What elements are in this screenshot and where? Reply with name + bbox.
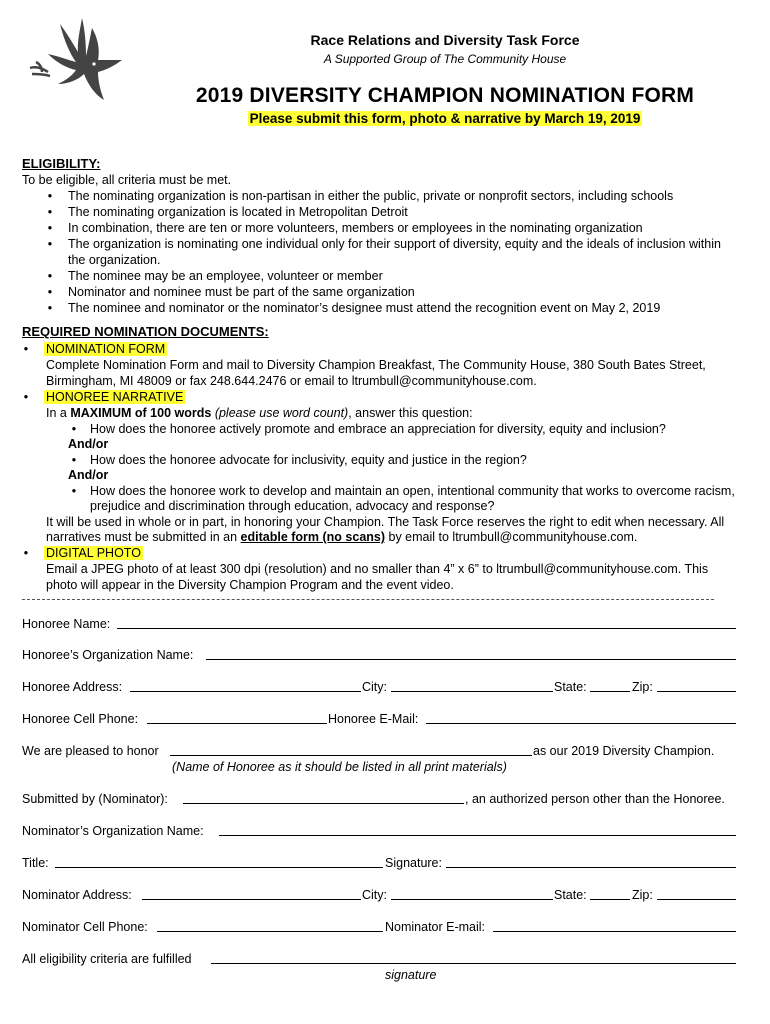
name-note: (Name of Honoree as it should be listed in all print materials) (172, 760, 507, 774)
submitted-by-label: Submitted by (Nominator): (22, 792, 168, 806)
bullet: • (47, 221, 53, 235)
nomination-form-label (44, 342, 167, 356)
champion-text: as our 2019 Diversity Champion. (533, 744, 715, 758)
pleased-to-honor-label: We are pleased to honor (22, 744, 159, 758)
bullet: • (71, 484, 77, 498)
narrative-intro-text: In a (46, 406, 71, 420)
honoree-name-field[interactable] (117, 627, 736, 629)
bullet: • (23, 546, 29, 560)
narrative-usage (46, 530, 637, 544)
honoree-address-field[interactable] (130, 690, 361, 692)
nominator-zip-field[interactable] (657, 898, 736, 900)
bullet: • (23, 342, 29, 356)
narrative-question: How does the honoree actively promote and embrace an appreciation for diversity, equity and inclusion? (90, 422, 666, 436)
bullet: • (71, 453, 77, 467)
bullet: • (47, 285, 53, 299)
narrative-usage: It will be used in whole or in part, in honoring your Champion. The Task Force reserves the right to edit when necessary. All (46, 515, 725, 529)
narrative-word-limit: MAXIMUM of 100 words (70, 406, 212, 420)
nominator-address-label: Nominator Address: (22, 888, 132, 902)
nominator-state-field[interactable] (590, 898, 630, 900)
honoree-zip-label: Zip: (632, 680, 653, 694)
honoree-state-label: State: (554, 680, 587, 694)
eligibility-item: The nominee may be an employee, volunteer or member (68, 269, 383, 283)
organization-name: Race Relations and Diversity Task Force (310, 32, 580, 48)
cut-line (22, 599, 714, 600)
honoree-email-field[interactable] (426, 722, 736, 724)
required-documents-heading: REQUIRED NOMINATION DOCUMENTS: (22, 324, 269, 339)
eligibility-item: Nominator and nominee must be part of the same organization (68, 285, 415, 299)
bullet: • (47, 301, 53, 315)
nominator-state-label: State: (554, 888, 587, 902)
title-label: Title: (22, 856, 49, 870)
authorized-person-text: , an authorized person other than the Honoree. (465, 792, 725, 806)
nominator-cell-label: Nominator Cell Phone: (22, 920, 148, 934)
honoree-cell-label: Honoree Cell Phone: (22, 712, 139, 726)
editable-form-note: editable form (no scans) (240, 530, 386, 544)
eligibility-item-continued: the organization. (68, 253, 161, 267)
criteria-fulfilled-label: All eligibility criteria are fulfilled (22, 952, 192, 966)
eligibility-heading: ELIGIBILITY: (22, 156, 101, 171)
narrative-question-continued: prejudice and discrimination through education, advocacy and response? (90, 499, 495, 513)
signature-label: Signature: (385, 856, 442, 870)
narrative-question: How does the honoree work to develop and maintain an open, intentional community that works to overcome racism, (90, 484, 735, 498)
nominator-zip-label: Zip: (632, 888, 653, 902)
and-or: And/or (68, 468, 109, 482)
dove-icon (22, 10, 130, 110)
signature-field[interactable] (446, 866, 736, 868)
honoree-state-field[interactable] (590, 690, 630, 692)
bullet: • (47, 269, 53, 283)
digital-photo-text: Email a JPEG photo of at least 300 dpi (resolution) and no smaller than 4” x 6” to ltrumbull@communityhouse.com. This (46, 562, 709, 576)
nominator-org-field[interactable] (219, 834, 736, 836)
narrative-intro (46, 406, 473, 420)
nominator-city-label: City: (362, 888, 387, 902)
eligibility-item: The nominating organization is non-partisan in either the public, private or nonprofit sectors, including schools (68, 189, 674, 203)
honoree-city-label: City: (362, 680, 387, 694)
title-field[interactable] (55, 866, 383, 868)
eligibility-intro: To be eligible, all criteria must be met. (22, 173, 232, 187)
digital-photo-label (44, 546, 143, 560)
bullet: • (71, 422, 77, 436)
narrative-usage-text: narratives must be submitted in an (46, 530, 241, 544)
nomination-form-text: Birmingham, MI 48009 or fax 248.644.2476 or email to ltrumbull@communityhouse.com. (46, 374, 537, 388)
nomination-form-label-text: NOMINATION FORM (46, 342, 166, 356)
narrative-intro-text: , answer this question: (348, 406, 473, 420)
nominator-cell-field[interactable] (157, 930, 383, 932)
eligibility-item: In combination, there are ten or more volunteers, members or employees in the nominating organization (68, 221, 643, 235)
honoree-zip-field[interactable] (657, 690, 736, 692)
and-or: And/or (68, 437, 109, 451)
nominator-address-field[interactable] (142, 898, 361, 900)
nominator-city-field[interactable] (391, 898, 553, 900)
eligibility-item: The organization is nominating one individual only for their support of diversity, equity and the ideals of inclusion within (68, 237, 721, 251)
narrative-word-count-note: (please use word count) (214, 406, 349, 420)
bullet: • (47, 205, 53, 219)
honoree-address-label: Honoree Address: (22, 680, 123, 694)
deadline-text: Please submit this form, photo & narrative by March 19, 2019 (249, 111, 641, 126)
narrative-label (44, 390, 185, 404)
bullet: • (23, 390, 29, 404)
narrative-usage-text: by email to ltrumbull@communityhouse.com. (385, 530, 638, 544)
honoree-city-field[interactable] (391, 690, 553, 692)
eligibility-item: The nominee and nominator or the nominator’s designee must attend the recognition event on May 2, 2019 (68, 301, 661, 315)
honoree-org-field[interactable] (206, 658, 736, 660)
digital-photo-label-text: DIGITAL PHOTO (46, 546, 141, 560)
narrative-label-text: HONOREE NARRATIVE (46, 390, 184, 404)
digital-photo-text: photo will appear in the Diversity Champion Program and the event video. (46, 578, 454, 592)
nominator-email-label: Nominator E-mail: (385, 920, 486, 934)
narrative-question: How does the honoree advocate for inclusivity, equity and justice in the region? (90, 453, 527, 467)
bullet: • (47, 189, 53, 203)
honoree-name-label: Honoree Name: (22, 617, 111, 631)
subtitle: A Supported Group of The Community House (323, 52, 567, 66)
honoree-email-label: Honoree E-Mail: (328, 712, 419, 726)
nominator-org-label: Nominator’s Organization Name: (22, 824, 204, 838)
eligibility-item: The nominating organization is located in Metropolitan Detroit (68, 205, 408, 219)
honoree-display-name-field[interactable] (170, 754, 532, 756)
nomination-form-text: Complete Nomination Form and mail to Diversity Champion Breakfast, The Community House, 380 South Bates Street, (46, 358, 706, 372)
signature-note: signature (385, 968, 437, 982)
honoree-cell-field[interactable] (147, 722, 327, 724)
bullet: • (47, 237, 53, 251)
criteria-signature-field[interactable] (211, 962, 736, 964)
deadline-banner (150, 111, 740, 126)
nominator-name-field[interactable] (183, 802, 464, 804)
page-title: 2019 DIVERSITY CHAMPION NOMINATION FORM (195, 84, 695, 107)
honoree-org-label: Honoree’s Organization Name: (22, 648, 194, 662)
nominator-email-field[interactable] (493, 930, 736, 932)
